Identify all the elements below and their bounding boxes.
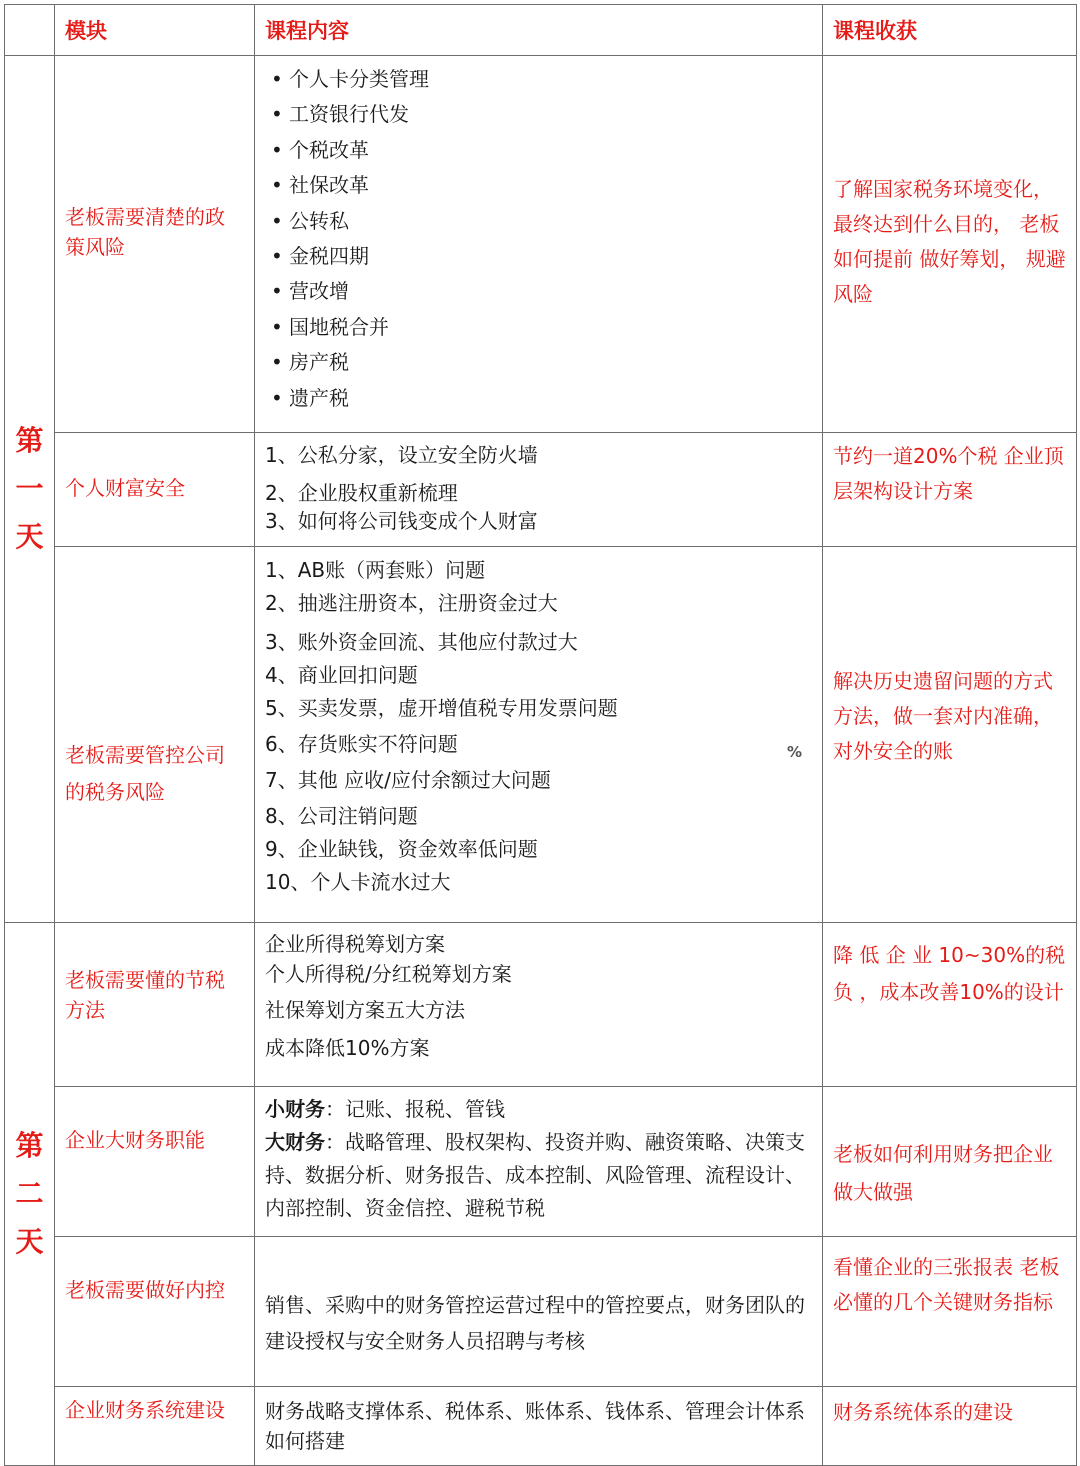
header-gain: 课程收获 bbox=[823, 5, 1077, 56]
small-finance-label: 小财务 bbox=[265, 1097, 325, 1121]
list-item: 1、公私分家，设立安全防火墙 bbox=[265, 443, 538, 467]
small-finance-line bbox=[265, 1093, 812, 1126]
big-finance-label: 大财务 bbox=[265, 1130, 325, 1154]
gain-cell: 了解国家税务环境变化， 最终达到什么目的， 老板如何提前 做好筹划， 规避风险 bbox=[823, 56, 1077, 433]
list-item: 9、企业缺钱，资金效率低问题 bbox=[265, 837, 538, 861]
content-cell bbox=[255, 1387, 823, 1466]
list-item: 1、AB账（两套账）问题 bbox=[265, 558, 486, 582]
header-row bbox=[5, 5, 1077, 56]
list-item: 3、如何将公司钱变成个人财富 bbox=[265, 509, 538, 533]
finance-role-text bbox=[265, 1087, 812, 1225]
content-cell bbox=[255, 433, 823, 547]
big-finance-text: ：战略管理、股权架构、投资并购、融资策略、决策支持、数据分析、财务报告、成本控制、风险管理、流程设计、内部控制、资金信控、避税节税 bbox=[265, 1130, 805, 1220]
header-blank bbox=[5, 5, 55, 56]
content-cell bbox=[255, 56, 823, 433]
list-item: • 个人卡分类管理 bbox=[265, 62, 812, 97]
table-row bbox=[5, 56, 1077, 433]
content-cell bbox=[255, 547, 823, 923]
day1-label: 第 一 天 bbox=[5, 56, 55, 923]
list-item: 个人所得税/分红税筹划方案 bbox=[265, 962, 512, 986]
table-row bbox=[5, 1387, 1077, 1466]
list-item: 7、其他 应收/应付余额过大问题 bbox=[265, 768, 551, 792]
list-item: • 公转私 bbox=[265, 204, 812, 239]
table-row bbox=[5, 923, 1077, 1087]
gain-cell: 看懂企业的三张报表 老板必懂的几个关键财务指标 bbox=[823, 1237, 1077, 1387]
module-cell: 企业大财务职能 bbox=[55, 1087, 255, 1237]
list-item: • 个税改革 bbox=[265, 133, 812, 168]
table-row bbox=[5, 433, 1077, 547]
list-item: 企业所得税筹划方案 bbox=[265, 932, 445, 956]
big-finance-line bbox=[265, 1126, 812, 1225]
list-item: 2、抽逃注册资本，注册资金过大 bbox=[265, 591, 558, 615]
small-finance-text: ：记账、报税、管钱 bbox=[325, 1097, 505, 1121]
module-cell: 老板需要管控公司的税务风险 bbox=[55, 547, 255, 923]
content-cell bbox=[255, 1087, 823, 1237]
header-content: 课程内容 bbox=[255, 5, 823, 56]
internal-control-text: 销售、采购中的财务管控运营过程中的管控要点，财务团队的建设授权与安全财务人员招聘与考核 bbox=[265, 1293, 805, 1353]
list-item: 5、买卖发票，虚开增值税专用发票问题 bbox=[265, 696, 618, 720]
list-item: 社保筹划方案五大方法 bbox=[265, 998, 465, 1022]
list-item: • 工资银行代发 bbox=[265, 97, 812, 132]
list-item: • 国地税合并 bbox=[265, 310, 812, 345]
list-item: • 遗产税 bbox=[265, 381, 812, 416]
gain-cell: 节约一道20%个税 企业顶层架构设计方案 bbox=[823, 433, 1077, 547]
bullet-list bbox=[265, 56, 812, 416]
list-item: • 房产税 bbox=[265, 345, 812, 380]
list-item: • 金税四期 bbox=[265, 239, 812, 274]
module-cell: 老板需要清楚的政策风险 bbox=[55, 56, 255, 433]
list-item: 2、企业股权重新梳理 bbox=[265, 481, 458, 505]
list-item: 10、个人卡流水过大 bbox=[265, 870, 451, 894]
gain-cell: 解决历史遗留问题的方式方法，做一套对内准确，对外安全的账 bbox=[823, 547, 1077, 923]
plan-list bbox=[265, 923, 812, 1065]
content-cell bbox=[255, 1237, 823, 1387]
table-row bbox=[5, 1087, 1077, 1237]
finance-system-text: 财务战略支撑体系、税体系、账体系、钱体系、管理会计体系如何搭建 bbox=[265, 1399, 805, 1453]
content-cell bbox=[255, 923, 823, 1087]
gain-cell: 老板如何利用财务把企业做大做强 bbox=[823, 1087, 1077, 1237]
percent-mark: % bbox=[787, 743, 803, 761]
list-item: • 社保改革 bbox=[265, 168, 812, 203]
list-item: • 营改增 bbox=[265, 274, 812, 309]
numbered-list bbox=[265, 547, 812, 899]
list-item: 4、商业回扣问题 bbox=[265, 663, 418, 687]
module-cell: 老板需要懂的节税方法 bbox=[55, 923, 255, 1087]
list-item: 6、存货账实不符问题 bbox=[265, 732, 458, 756]
module-cell: 个人财富安全 bbox=[55, 433, 255, 547]
gain-cell: 财务系统体系的建设 bbox=[823, 1387, 1077, 1466]
header-module: 模块 bbox=[55, 5, 255, 56]
gain-cell: 降 低 企 业 10~30%的税负 ，成本改善10%的设计 bbox=[823, 923, 1077, 1087]
table-row bbox=[5, 1237, 1077, 1387]
table-row bbox=[5, 547, 1077, 923]
module-cell: 企业财务系统建设 bbox=[55, 1387, 255, 1466]
numbered-list bbox=[265, 433, 812, 538]
list-item: 8、公司注销问题 bbox=[265, 804, 418, 828]
course-table bbox=[4, 4, 1077, 1466]
day2-label: 第 二 天 bbox=[5, 923, 55, 1466]
list-item: 成本降低10%方案 bbox=[265, 1036, 430, 1060]
module-cell: 老板需要做好内控 bbox=[55, 1237, 255, 1387]
list-item: 3、账外资金回流、其他应付款过大 bbox=[265, 630, 578, 654]
